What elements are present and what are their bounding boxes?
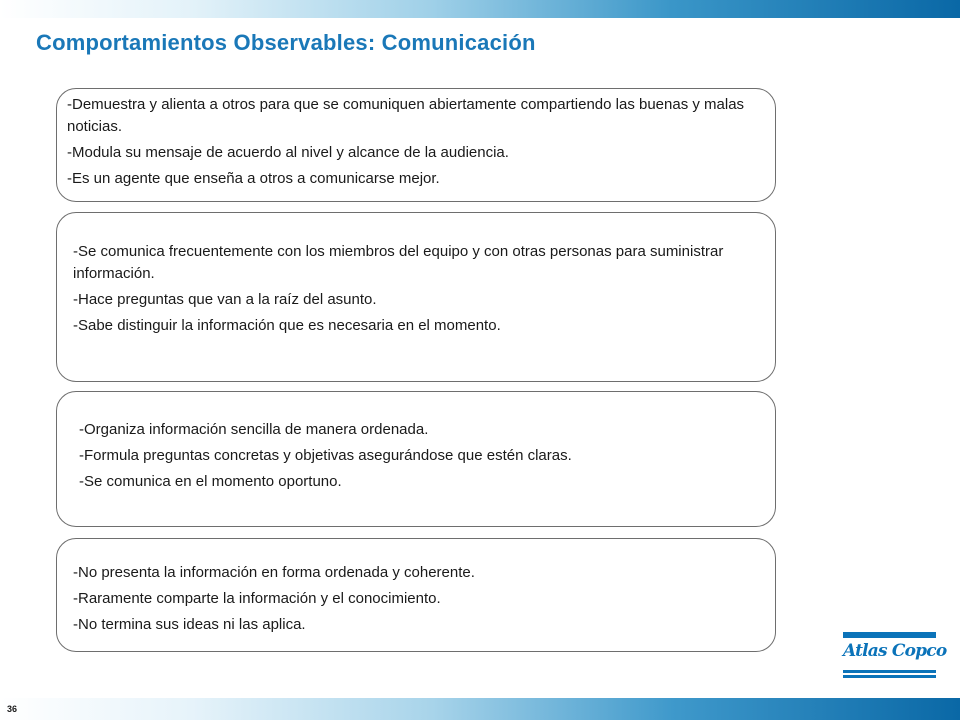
behavior-item: -Sabe distinguir la información que es necesaria en el momento. bbox=[73, 317, 501, 334]
behavior-item: -Organiza información sencilla de manera ordenada. bbox=[79, 421, 429, 438]
behavior-item: -Se comunica en el momento oportuno. bbox=[79, 473, 342, 490]
behavior-box-1 bbox=[56, 88, 776, 202]
behavior-box-4 bbox=[56, 538, 776, 652]
behavior-item: -Formula preguntas concretas y objetivas asegurándose que estén claras. bbox=[79, 447, 572, 464]
bottom-gradient-bar bbox=[0, 698, 960, 720]
logo-stripe bbox=[843, 670, 936, 673]
top-gradient-bar bbox=[0, 0, 960, 18]
slide-title: Comportamientos Observables: Comunicación bbox=[36, 30, 536, 55]
logo-stripe bbox=[843, 675, 936, 678]
behavior-item: -Se comunica frecuentemente con los miembros del equipo y con otras personas para suministrar información. bbox=[73, 243, 724, 282]
page-number: 36 bbox=[7, 704, 18, 714]
behavior-item: -Hace preguntas que van a la raíz del asunto. bbox=[73, 291, 377, 308]
behavior-item: -Modula su mensaje de acuerdo al nivel y alcance de la audiencia. bbox=[67, 144, 509, 161]
behavior-item: -No termina sus ideas ni las aplica. bbox=[73, 616, 306, 633]
behavior-item: -Demuestra y alienta a otros para que se comuniquen abiertamente compartiendo las buenas y malas noticias. bbox=[67, 96, 745, 135]
behavior-box-3 bbox=[56, 391, 776, 527]
atlas-copco-logo bbox=[843, 632, 947, 678]
logo-stripe bbox=[843, 632, 936, 638]
behavior-box-2 bbox=[56, 212, 776, 382]
logo-wordmark: Atlas Copco bbox=[843, 641, 947, 661]
behavior-item: -Raramente comparte la información y el conocimiento. bbox=[73, 590, 441, 607]
behavior-item: -No presenta la información en forma ordenada y coherente. bbox=[73, 564, 475, 581]
behavior-item: -Es un agente que enseña a otros a comunicarse mejor. bbox=[67, 170, 440, 187]
